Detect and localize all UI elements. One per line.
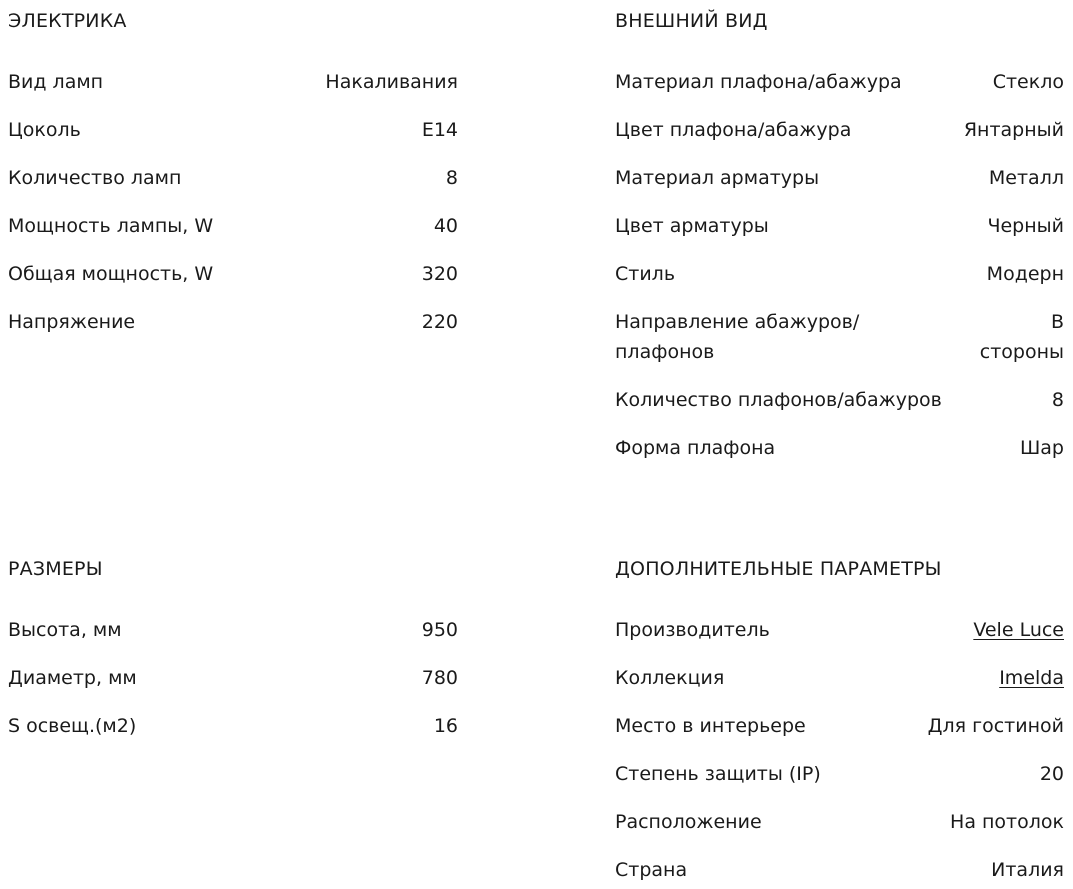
spec-value: Стекло xyxy=(992,71,1064,93)
spec-value: Для гостиной xyxy=(927,715,1064,737)
section-title: ДОПОЛНИТЕЛЬНЫЕ ПАРАМЕТРЫ xyxy=(615,558,942,580)
spec-key: Стиль xyxy=(615,263,676,285)
spec-key: Напряжение xyxy=(8,311,136,333)
spec-value-line: В xyxy=(1050,311,1064,333)
spec-key: Количество плафонов/абажуров xyxy=(615,389,942,411)
spec-key: Расположение xyxy=(615,811,762,833)
spec-value: 8 xyxy=(1051,389,1064,411)
spec-key: S освещ.(м2) xyxy=(8,715,137,737)
spec-value: E14 xyxy=(421,119,458,141)
spec-key: Коллекция xyxy=(615,667,725,689)
spec-value: 320 xyxy=(421,263,458,285)
spec-value: 780 xyxy=(421,667,458,689)
spec-key-line: Направление абажуров/ xyxy=(615,311,860,333)
spec-value: Янтарный xyxy=(963,119,1064,141)
spec-key-line: плафонов xyxy=(615,341,715,363)
spec-value-line: стороны xyxy=(979,341,1064,363)
spec-value: 16 xyxy=(433,715,458,737)
collection-link[interactable]: Imelda xyxy=(999,667,1064,689)
spec-key: Количество ламп xyxy=(8,167,182,189)
spec-value: Модерн xyxy=(986,263,1064,285)
spec-key: Вид ламп xyxy=(8,71,104,93)
spec-value: На потолок xyxy=(950,811,1064,833)
spec-key: Цвет арматуры xyxy=(615,215,769,237)
spec-key: Материал арматуры xyxy=(615,167,820,189)
spec-key: Производитель xyxy=(615,619,770,641)
spec-key: Высота, мм xyxy=(8,619,122,641)
spec-value xyxy=(980,307,1064,367)
spec-row xyxy=(615,307,1064,367)
spec-key xyxy=(615,307,859,367)
spec-key: Общая мощность, W xyxy=(8,263,214,285)
spec-value: Шар xyxy=(1019,437,1064,459)
spec-value: 40 xyxy=(433,215,458,237)
spec-value: Черный xyxy=(987,215,1064,237)
spec-value: Металл xyxy=(988,167,1064,189)
manufacturer-link[interactable]: Vele Luce xyxy=(973,619,1064,641)
spec-key: Материал плафона/абажура xyxy=(615,71,902,93)
spec-value: Италия xyxy=(991,859,1064,881)
spec-key: Цоколь xyxy=(8,119,81,141)
spec-key: Мощность лампы, W xyxy=(8,215,214,237)
section-title: РАЗМЕРЫ xyxy=(8,558,103,580)
spec-value: 950 xyxy=(421,619,458,641)
section-title: ЭЛЕКТРИКА xyxy=(8,10,127,32)
section-electrical xyxy=(8,10,458,350)
section-appearance xyxy=(615,10,1064,480)
section-title: ВНЕШНИЙ ВИД xyxy=(615,10,768,32)
spec-key: Цвет плафона/абажура xyxy=(615,119,852,141)
section-additional xyxy=(615,558,1064,889)
spec-key: Диаметр, мм xyxy=(8,667,137,689)
spec-key: Форма плафона xyxy=(615,437,776,459)
spec-key: Страна xyxy=(615,859,688,881)
spec-value: 20 xyxy=(1039,763,1064,785)
spec-value: 220 xyxy=(421,311,458,333)
spec-key: Степень защиты (IP) xyxy=(615,763,821,785)
spec-value: 8 xyxy=(445,167,458,189)
spec-key: Место в интерьере xyxy=(615,715,806,737)
spec-value: Накаливания xyxy=(325,71,458,93)
section-dimensions xyxy=(8,558,458,758)
